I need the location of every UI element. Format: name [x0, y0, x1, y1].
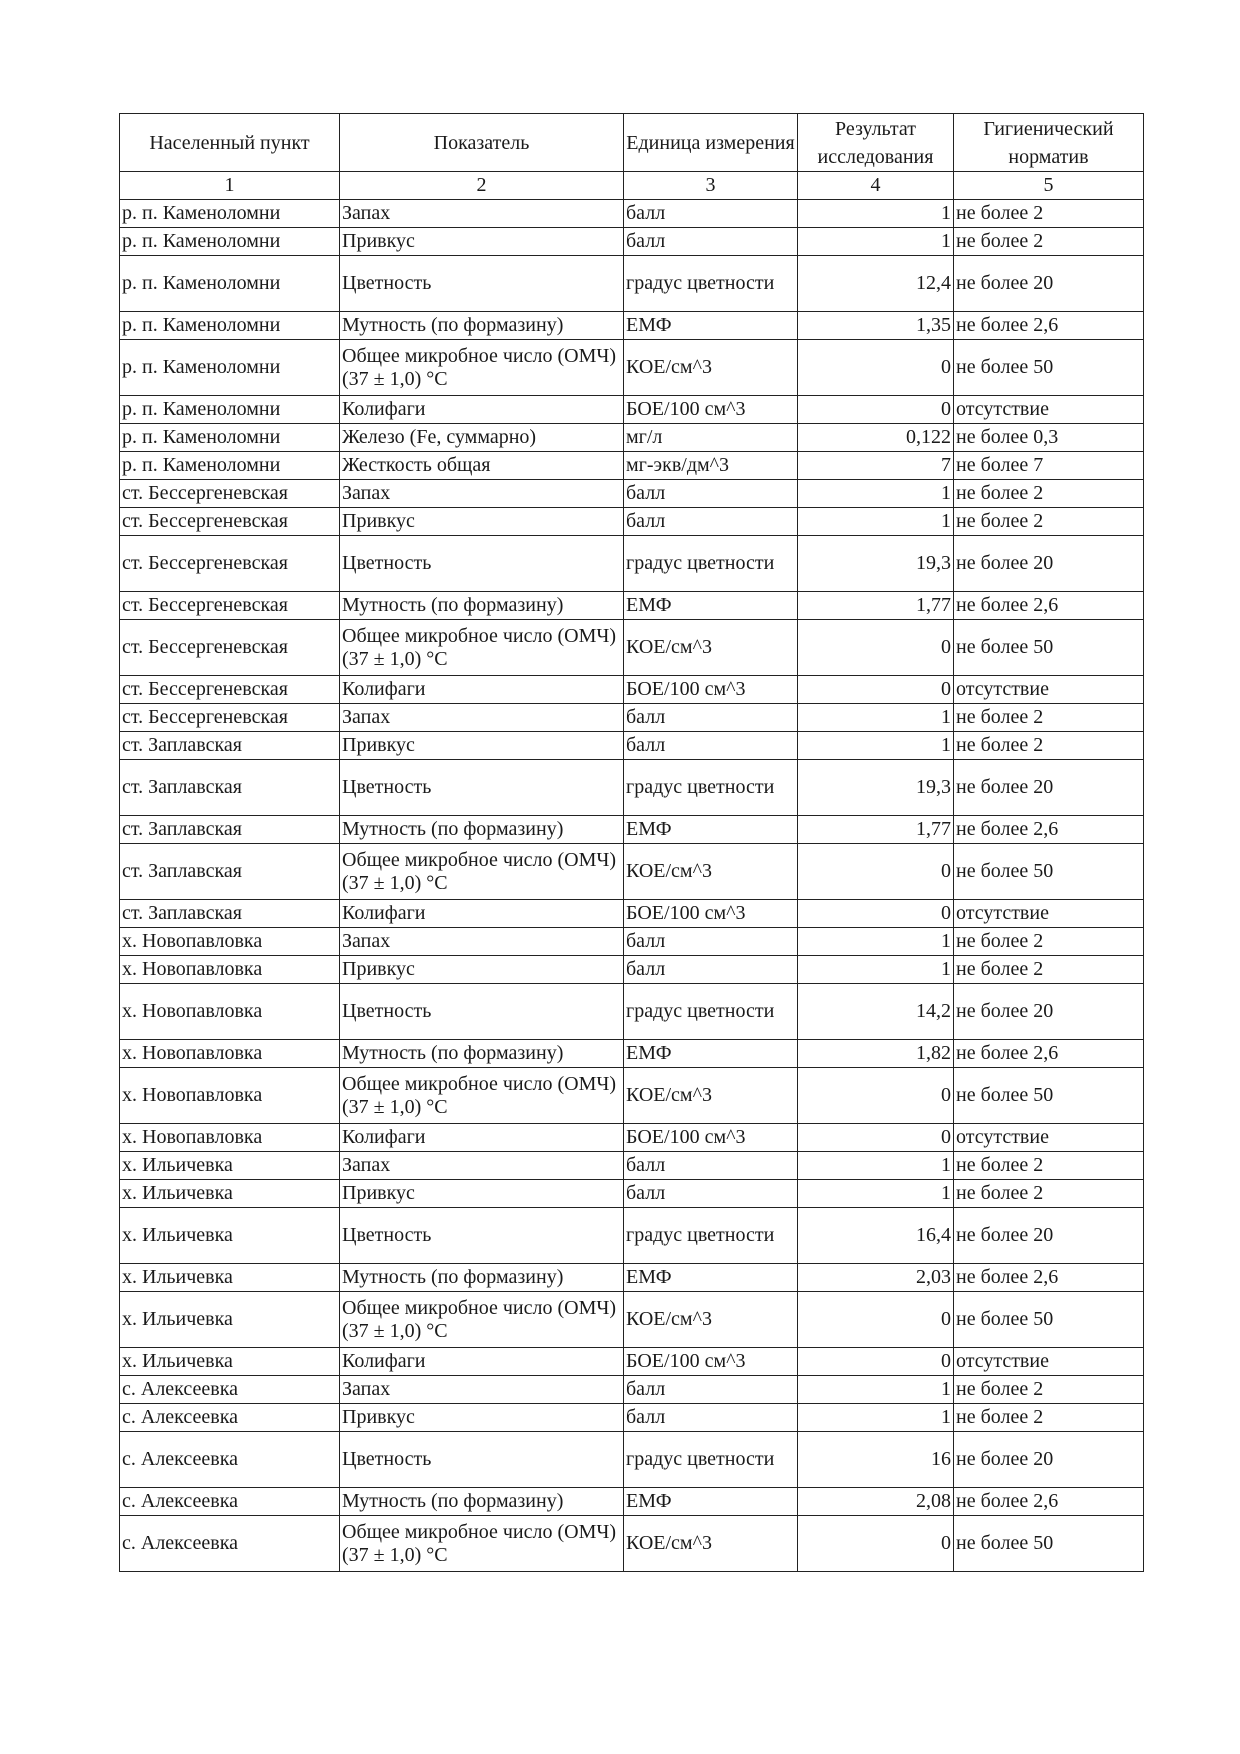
table-row: [120, 1432, 1144, 1488]
cell-unit: КОЕ/см^3: [624, 1292, 798, 1348]
cell-result: 1,77: [798, 816, 954, 844]
cell-place: ст. Бессергеневская: [120, 508, 340, 536]
cell-norm: не более 2,6: [954, 1488, 1144, 1516]
cell-norm: не более 2,6: [954, 1040, 1144, 1068]
cell-result: 1: [798, 928, 954, 956]
table-row: [120, 228, 1144, 256]
table-row: [120, 928, 1144, 956]
cell-result: 0: [798, 620, 954, 676]
cell-unit: градус цветности: [624, 984, 798, 1040]
cell-indicator: Цветность: [340, 1432, 624, 1488]
cell-place: ст. Заплавская: [120, 900, 340, 928]
cell-norm: не более 20: [954, 256, 1144, 312]
cell-result: 0: [798, 900, 954, 928]
cell-norm: отсутствие: [954, 900, 1144, 928]
cell-norm: не более 0,3: [954, 424, 1144, 452]
cell-indicator: Общее микробное число (ОМЧ) (37 ± 1,0) °С: [340, 1068, 624, 1124]
cell-place: р. п. Каменоломни: [120, 312, 340, 340]
cell-indicator: Цветность: [340, 256, 624, 312]
cell-result: 0: [798, 1124, 954, 1152]
cell-result: 0: [798, 1348, 954, 1376]
table-row: [120, 1068, 1144, 1124]
cell-norm: не более 2: [954, 228, 1144, 256]
cell-norm: не более 2: [954, 956, 1144, 984]
cell-indicator: Запах: [340, 200, 624, 228]
cell-result: 0: [798, 1068, 954, 1124]
cell-result: 0: [798, 676, 954, 704]
cell-norm: не более 2: [954, 1376, 1144, 1404]
cell-place: ст. Бессергеневская: [120, 620, 340, 676]
cell-unit: БОЕ/100 см^3: [624, 900, 798, 928]
cell-place: р. п. Каменоломни: [120, 452, 340, 480]
table-row: [120, 396, 1144, 424]
cell-result: 2,08: [798, 1488, 954, 1516]
cell-unit: балл: [624, 228, 798, 256]
cell-place: с. Алексеевка: [120, 1488, 340, 1516]
cell-indicator: Привкус: [340, 1180, 624, 1208]
cell-indicator: Привкус: [340, 228, 624, 256]
cell-result: 16: [798, 1432, 954, 1488]
cell-result: 0: [798, 844, 954, 900]
table-row: [120, 1152, 1144, 1180]
cell-indicator: Запах: [340, 704, 624, 732]
cell-norm: не более 50: [954, 844, 1144, 900]
cell-result: 1,82: [798, 1040, 954, 1068]
cell-result: 1: [798, 732, 954, 760]
table-row: [120, 704, 1144, 732]
cell-norm: не более 20: [954, 1208, 1144, 1264]
header-result: Результат исследования: [798, 114, 954, 172]
cell-place: р. п. Каменоломни: [120, 340, 340, 396]
cell-place: с. Алексеевка: [120, 1432, 340, 1488]
cell-result: 16,4: [798, 1208, 954, 1264]
column-number: 1: [120, 172, 340, 200]
cell-indicator: Железо (Fe, суммарно): [340, 424, 624, 452]
cell-indicator: Колифаги: [340, 396, 624, 424]
cell-indicator: Колифаги: [340, 1348, 624, 1376]
cell-result: 0,122: [798, 424, 954, 452]
cell-indicator: Привкус: [340, 956, 624, 984]
cell-place: х. Ильичевка: [120, 1180, 340, 1208]
table-row: [120, 732, 1144, 760]
header-place: Населенный пункт: [120, 114, 340, 172]
cell-indicator: Запах: [340, 480, 624, 508]
cell-place: ст. Бессергеневская: [120, 704, 340, 732]
cell-unit: градус цветности: [624, 256, 798, 312]
cell-norm: не более 2: [954, 732, 1144, 760]
cell-indicator: Цветность: [340, 984, 624, 1040]
cell-indicator: Общее микробное число (ОМЧ) (37 ± 1,0) °С: [340, 620, 624, 676]
cell-norm: не более 2,6: [954, 1264, 1144, 1292]
cell-result: 12,4: [798, 256, 954, 312]
cell-place: х. Новопавловка: [120, 1068, 340, 1124]
cell-norm: не более 50: [954, 620, 1144, 676]
cell-unit: ЕМФ: [624, 592, 798, 620]
cell-place: р. п. Каменоломни: [120, 228, 340, 256]
cell-unit: градус цветности: [624, 760, 798, 816]
cell-result: 1: [798, 228, 954, 256]
cell-norm: не более 50: [954, 340, 1144, 396]
cell-result: 2,03: [798, 1264, 954, 1292]
table-row: [120, 508, 1144, 536]
cell-unit: балл: [624, 480, 798, 508]
cell-norm: отсутствие: [954, 1124, 1144, 1152]
cell-place: ст. Бессергеневская: [120, 536, 340, 592]
cell-norm: не более 50: [954, 1516, 1144, 1572]
cell-unit: БОЕ/100 см^3: [624, 1348, 798, 1376]
cell-indicator: Мутность (по формазину): [340, 1040, 624, 1068]
cell-place: р. п. Каменоломни: [120, 200, 340, 228]
cell-unit: градус цветности: [624, 1432, 798, 1488]
cell-result: 1: [798, 956, 954, 984]
cell-unit: КОЕ/см^3: [624, 1516, 798, 1572]
cell-place: ст. Заплавская: [120, 732, 340, 760]
cell-result: 0: [798, 396, 954, 424]
cell-indicator: Мутность (по формазину): [340, 816, 624, 844]
cell-place: с. Алексеевка: [120, 1376, 340, 1404]
table-row: [120, 1040, 1144, 1068]
table-row: [120, 1488, 1144, 1516]
table-row: [120, 760, 1144, 816]
table-row: [120, 200, 1144, 228]
cell-place: х. Новопавловка: [120, 928, 340, 956]
table-row: [120, 536, 1144, 592]
cell-unit: КОЕ/см^3: [624, 1068, 798, 1124]
column-number: 4: [798, 172, 954, 200]
cell-place: р. п. Каменоломни: [120, 396, 340, 424]
table-row: [120, 1516, 1144, 1572]
cell-result: 1: [798, 480, 954, 508]
table-row: [120, 452, 1144, 480]
cell-place: х. Ильичевка: [120, 1152, 340, 1180]
table-row: [120, 676, 1144, 704]
table-row: [120, 1180, 1144, 1208]
cell-place: р. п. Каменоломни: [120, 256, 340, 312]
cell-unit: ЕМФ: [624, 1040, 798, 1068]
cell-indicator: Общее микробное число (ОМЧ) (37 ± 1,0) °С: [340, 340, 624, 396]
cell-unit: балл: [624, 1180, 798, 1208]
table-header-row: [120, 114, 1144, 172]
table-row: [120, 1292, 1144, 1348]
cell-unit: КОЕ/см^3: [624, 620, 798, 676]
cell-indicator: Общее микробное число (ОМЧ) (37 ± 1,0) °С: [340, 844, 624, 900]
table-row: [120, 1208, 1144, 1264]
table-row: [120, 1348, 1144, 1376]
table-row: [120, 900, 1144, 928]
cell-unit: балл: [624, 704, 798, 732]
cell-norm: отсутствие: [954, 1348, 1144, 1376]
cell-result: 7: [798, 452, 954, 480]
cell-indicator: Колифаги: [340, 900, 624, 928]
cell-indicator: Мутность (по формазину): [340, 592, 624, 620]
cell-norm: не более 50: [954, 1068, 1144, 1124]
cell-result: 1: [798, 704, 954, 732]
table-row: [120, 1124, 1144, 1152]
cell-norm: не более 20: [954, 1432, 1144, 1488]
cell-unit: балл: [624, 1152, 798, 1180]
cell-unit: балл: [624, 508, 798, 536]
cell-norm: не более 2,6: [954, 312, 1144, 340]
cell-indicator: Цветность: [340, 1208, 624, 1264]
cell-unit: мг-экв/дм^3: [624, 452, 798, 480]
cell-place: х. Ильичевка: [120, 1292, 340, 1348]
cell-indicator: Общее микробное число (ОМЧ) (37 ± 1,0) °С: [340, 1516, 624, 1572]
table-row: [120, 1376, 1144, 1404]
cell-unit: ЕМФ: [624, 816, 798, 844]
cell-result: 1: [798, 508, 954, 536]
cell-result: 1,77: [798, 592, 954, 620]
cell-result: 1: [798, 1152, 954, 1180]
table-row: [120, 816, 1144, 844]
cell-unit: балл: [624, 956, 798, 984]
cell-place: х. Новопавловка: [120, 1124, 340, 1152]
cell-unit: ЕМФ: [624, 312, 798, 340]
cell-unit: балл: [624, 1404, 798, 1432]
table-row: [120, 592, 1144, 620]
cell-indicator: Привкус: [340, 732, 624, 760]
cell-norm: не более 2,6: [954, 592, 1144, 620]
table-row: [120, 620, 1144, 676]
table-row: [120, 340, 1144, 396]
table-body: [120, 200, 1144, 1572]
cell-place: ст. Заплавская: [120, 844, 340, 900]
cell-unit: градус цветности: [624, 536, 798, 592]
cell-norm: не более 20: [954, 984, 1144, 1040]
cell-result: 0: [798, 340, 954, 396]
cell-place: с. Алексеевка: [120, 1404, 340, 1432]
table-row: [120, 256, 1144, 312]
cell-indicator: Запах: [340, 1152, 624, 1180]
cell-indicator: Жесткость общая: [340, 452, 624, 480]
cell-unit: КОЕ/см^3: [624, 340, 798, 396]
cell-unit: БОЕ/100 см^3: [624, 1124, 798, 1152]
cell-norm: не более 2: [954, 704, 1144, 732]
cell-norm: не более 50: [954, 1292, 1144, 1348]
cell-result: 1: [798, 1180, 954, 1208]
cell-indicator: Колифаги: [340, 676, 624, 704]
header-indicator: Показатель: [340, 114, 624, 172]
cell-result: 19,3: [798, 536, 954, 592]
table-row: [120, 424, 1144, 452]
cell-place: х. Ильичевка: [120, 1208, 340, 1264]
cell-result: 1: [798, 1376, 954, 1404]
cell-norm: не более 2: [954, 1180, 1144, 1208]
cell-unit: градус цветности: [624, 1208, 798, 1264]
cell-place: х. Новопавловка: [120, 956, 340, 984]
cell-result: 0: [798, 1516, 954, 1572]
cell-unit: КОЕ/см^3: [624, 844, 798, 900]
cell-result: 1: [798, 1404, 954, 1432]
cell-unit: БОЕ/100 см^3: [624, 396, 798, 424]
cell-norm: не более 2: [954, 1152, 1144, 1180]
cell-unit: мг/л: [624, 424, 798, 452]
table-row: [120, 956, 1144, 984]
cell-indicator: Колифаги: [340, 1124, 624, 1152]
cell-indicator: Цветность: [340, 536, 624, 592]
cell-result: 1,35: [798, 312, 954, 340]
cell-indicator: Цветность: [340, 760, 624, 816]
cell-norm: не более 2: [954, 928, 1144, 956]
cell-norm: отсутствие: [954, 396, 1144, 424]
header-norm: Гигиенический норматив: [954, 114, 1144, 172]
cell-result: 0: [798, 1292, 954, 1348]
column-number: 3: [624, 172, 798, 200]
cell-indicator: Запах: [340, 1376, 624, 1404]
table-row: [120, 1264, 1144, 1292]
table-row: [120, 312, 1144, 340]
cell-place: ст. Заплавская: [120, 816, 340, 844]
cell-unit: балл: [624, 200, 798, 228]
cell-result: 14,2: [798, 984, 954, 1040]
cell-norm: не более 2: [954, 508, 1144, 536]
cell-place: с. Алексеевка: [120, 1516, 340, 1572]
cell-indicator: Мутность (по формазину): [340, 1488, 624, 1516]
cell-place: ст. Бессергеневская: [120, 592, 340, 620]
cell-place: ст. Заплавская: [120, 760, 340, 816]
cell-place: х. Новопавловка: [120, 1040, 340, 1068]
cell-unit: ЕМФ: [624, 1488, 798, 1516]
cell-place: р. п. Каменоломни: [120, 424, 340, 452]
table-row: [120, 984, 1144, 1040]
cell-indicator: Привкус: [340, 508, 624, 536]
cell-unit: балл: [624, 732, 798, 760]
cell-norm: не более 20: [954, 536, 1144, 592]
column-number: 2: [340, 172, 624, 200]
cell-indicator: Общее микробное число (ОМЧ) (37 ± 1,0) °С: [340, 1292, 624, 1348]
cell-place: х. Ильичевка: [120, 1264, 340, 1292]
cell-norm: не более 2: [954, 200, 1144, 228]
cell-result: 1: [798, 200, 954, 228]
table-row: [120, 844, 1144, 900]
water-quality-table: [119, 113, 1144, 1572]
header-unit: Единица измерения: [624, 114, 798, 172]
cell-place: х. Ильичевка: [120, 1348, 340, 1376]
cell-indicator: Запах: [340, 928, 624, 956]
cell-place: х. Новопавловка: [120, 984, 340, 1040]
cell-unit: ЕМФ: [624, 1264, 798, 1292]
cell-result: 19,3: [798, 760, 954, 816]
table-row: [120, 1404, 1144, 1432]
cell-place: ст. Бессергеневская: [120, 676, 340, 704]
cell-place: ст. Бессергеневская: [120, 480, 340, 508]
cell-norm: не более 7: [954, 452, 1144, 480]
cell-indicator: Мутность (по формазину): [340, 312, 624, 340]
cell-unit: БОЕ/100 см^3: [624, 676, 798, 704]
cell-norm: не более 2,6: [954, 816, 1144, 844]
cell-indicator: Привкус: [340, 1404, 624, 1432]
cell-norm: не более 2: [954, 480, 1144, 508]
cell-unit: балл: [624, 928, 798, 956]
cell-unit: балл: [624, 1376, 798, 1404]
cell-norm: отсутствие: [954, 676, 1144, 704]
cell-norm: не более 20: [954, 760, 1144, 816]
cell-indicator: Мутность (по формазину): [340, 1264, 624, 1292]
column-number-row: [120, 172, 1144, 200]
cell-norm: не более 2: [954, 1404, 1144, 1432]
column-number: 5: [954, 172, 1144, 200]
table-row: [120, 480, 1144, 508]
